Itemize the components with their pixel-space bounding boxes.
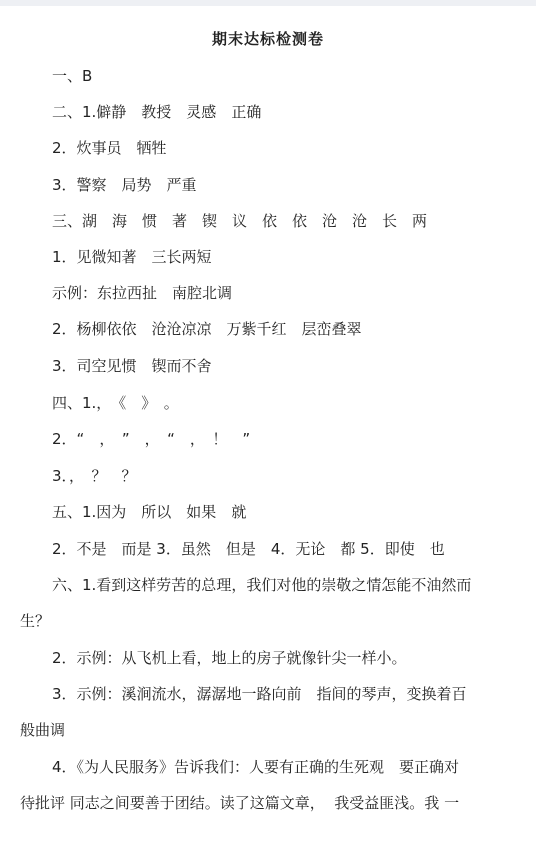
answer-line-5: 三、湖 海 惯 著 锲 议 依 依 沧 沧 长 两: [52, 212, 428, 230]
answer-line-21: 待批评 同志之间要善于团结。读了这篇文章， 我受益匪浅。我 一: [20, 794, 460, 812]
answer-line-3: 2．炊事员 牺牲: [52, 139, 167, 157]
answer-line-11: 2．“ ， ” ， “ ， ！ ”: [52, 430, 251, 448]
answer-line-9: 3．司空见惯 锲而不舍: [52, 357, 212, 375]
answer-line-2: 二、1.僻静 教授 灵感 正确: [52, 103, 262, 121]
answer-line-20: 4．《为人民服务》告诉我们：人要有正确的生死观 要正确对: [52, 758, 460, 776]
answer-line-18: 3．示例：溪涧流水，潺潺地一路向前 指间的琴声，变换着百: [52, 685, 467, 703]
answer-line-12: 3．， ？ ？: [52, 467, 137, 485]
answer-line-4: 3．警察 局势 严重: [52, 176, 197, 194]
answer-line-10: 四、1.， 《 》 。: [52, 394, 179, 412]
answer-line-7: 示例：东拉西扯 南腔北调: [52, 284, 233, 302]
answer-line-15: 六、1.看到这样劳苦的总理，我们对他的崇敬之情怎能不油然而: [52, 576, 472, 594]
answer-line-1: 一、B: [52, 67, 93, 85]
answer-line-13: 五、1.因为 所以 如果 就: [52, 503, 247, 521]
answer-line-6: 1．见微知著 三长两短: [52, 248, 212, 266]
page-title: 期末达标检测卷: [211, 30, 324, 48]
answer-line-19: 般曲调: [20, 721, 66, 739]
answer-line-16: 生？: [20, 612, 51, 630]
answer-line-17: 2．示例：从飞机上看，地上的房子就像针尖一样小。: [52, 649, 407, 667]
answer-line-8: 2．杨柳依依 沧沧凉凉 万紫千红 层峦叠翠: [52, 320, 362, 338]
answer-line-14: 2．不是 而是 3．虽然 但是 4．无论 都 5．即使 也: [52, 540, 445, 558]
